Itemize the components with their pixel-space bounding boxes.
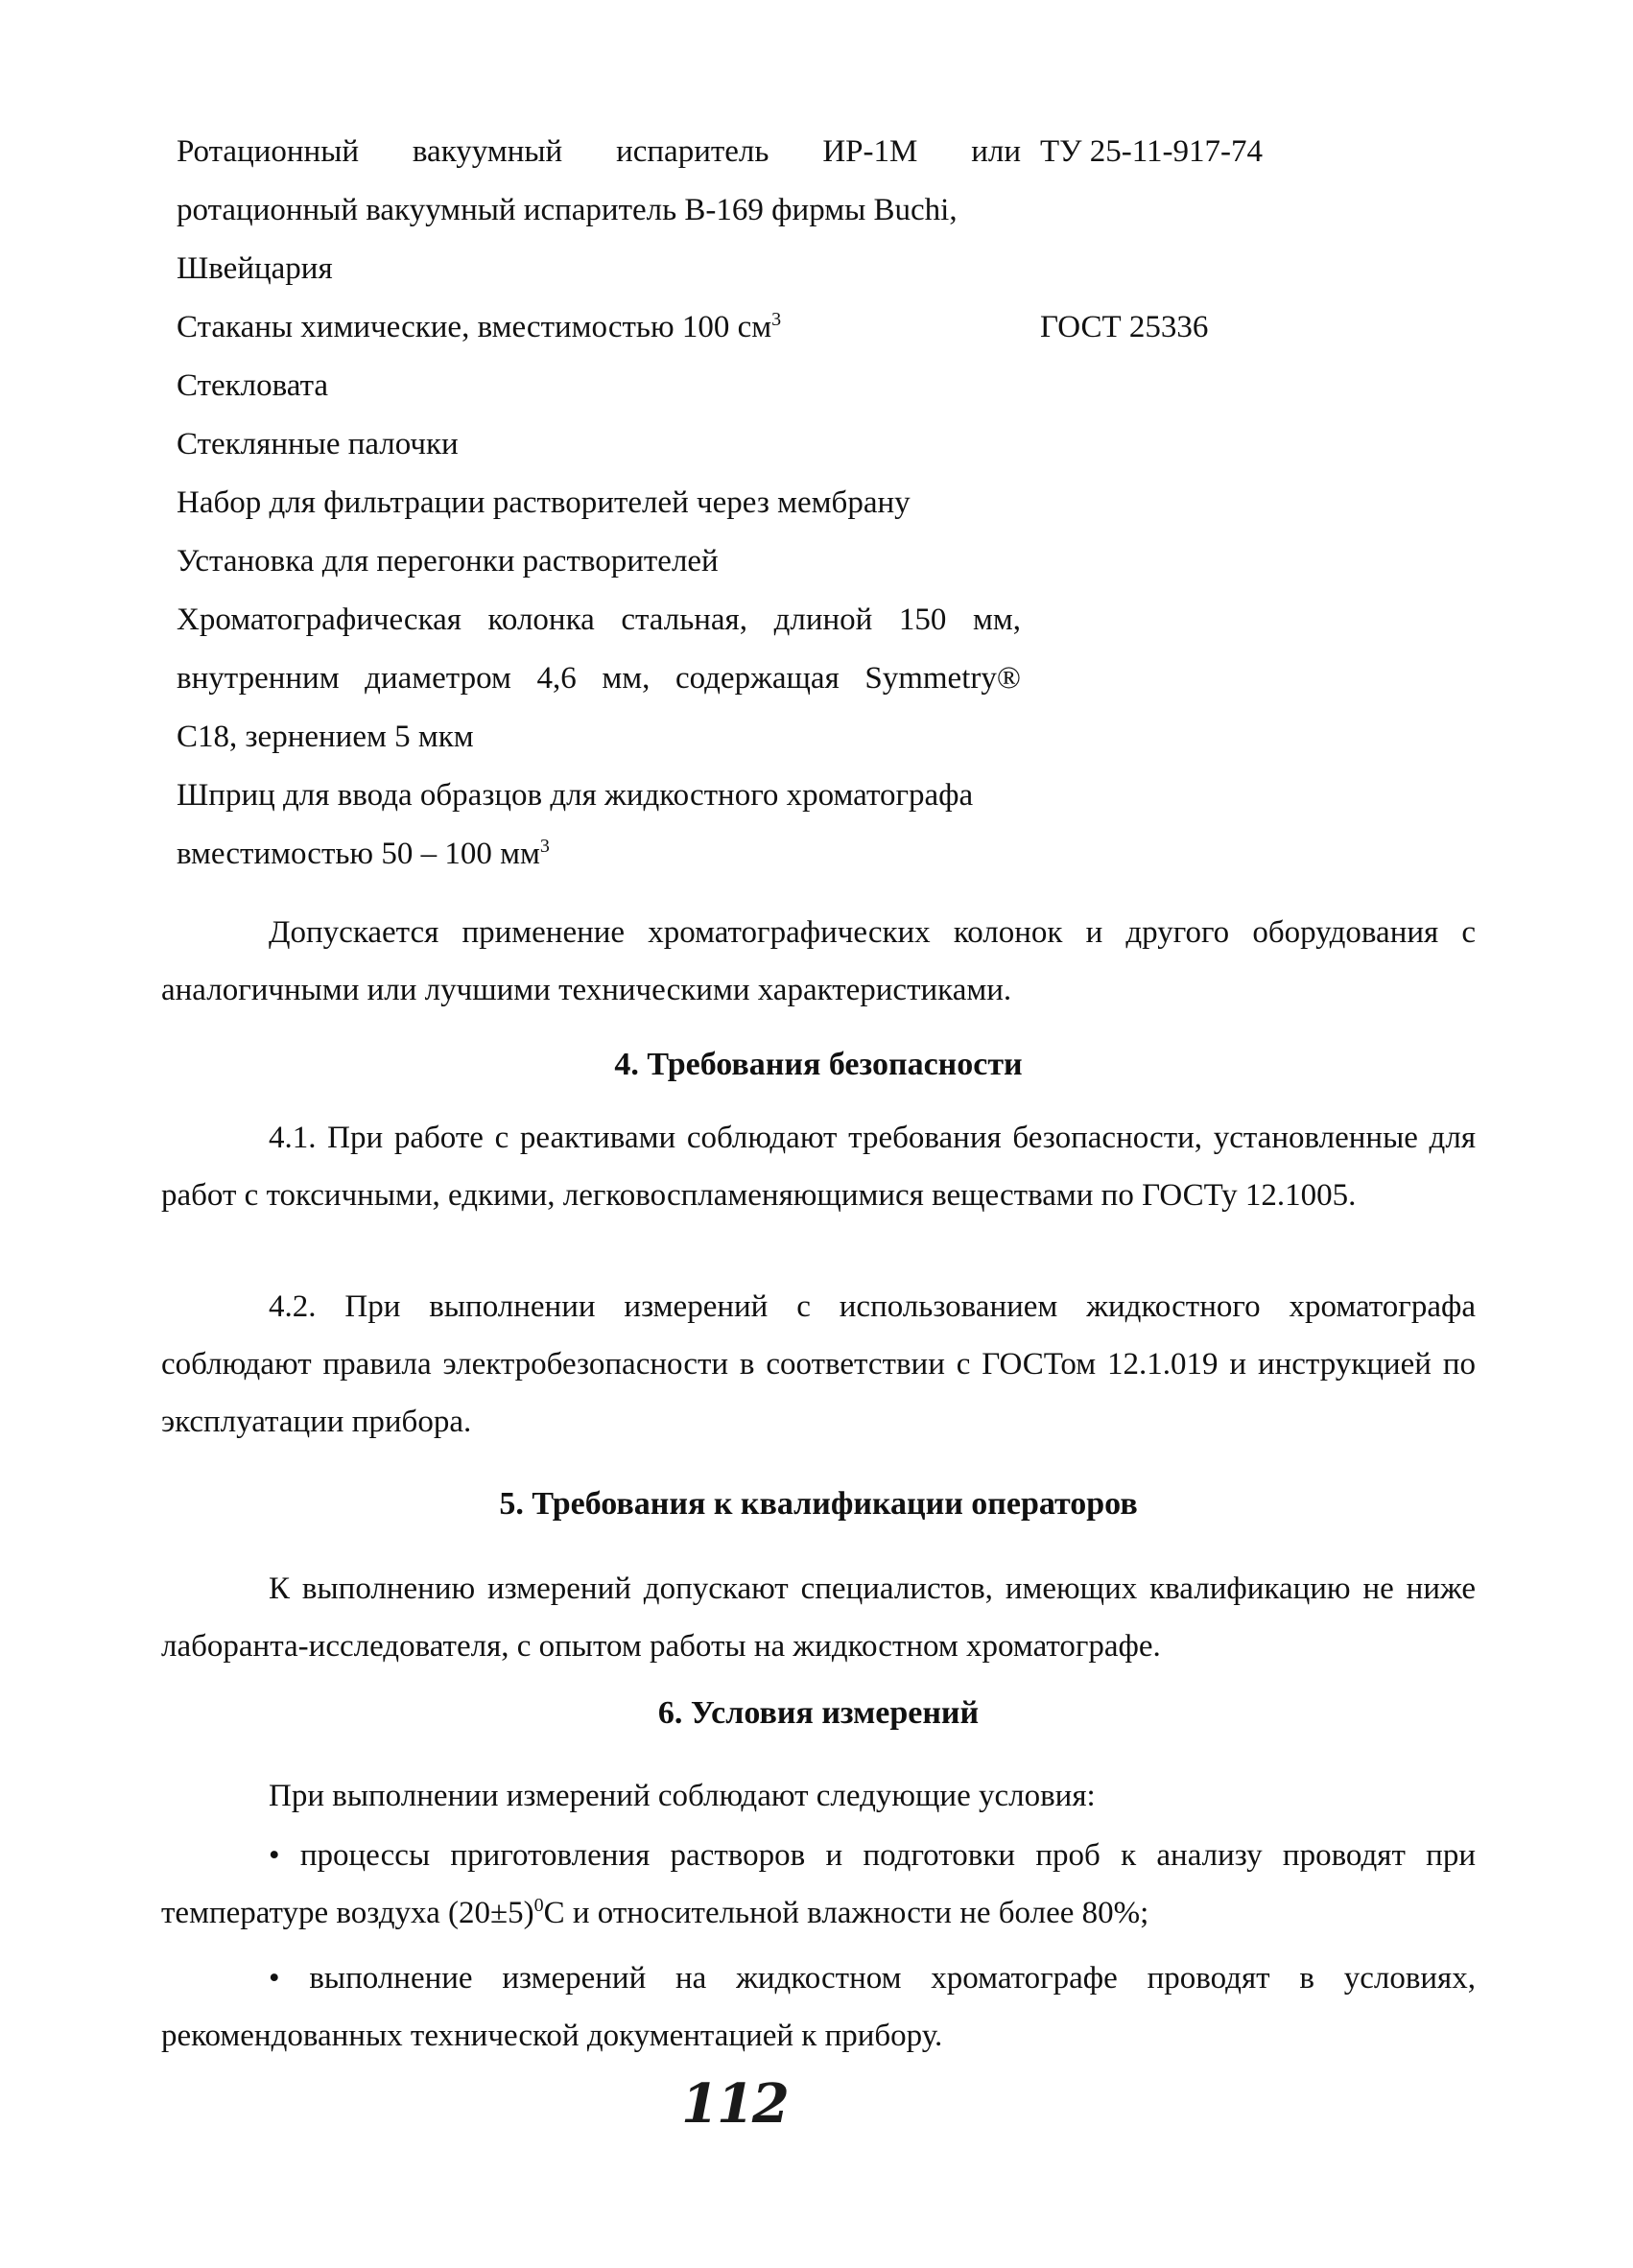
equipment-name-word: Symmetry® [864, 661, 1021, 696]
equipment-name-text: Установка для перегонки растворителей [177, 544, 719, 579]
equipment-name [177, 181, 1040, 240]
bullet-1-text: • процессы приготовления растворов и подготовки проб к анализу проводят при температуре воздуха (20±5) [161, 1838, 1476, 1930]
allowance-paragraph: Допускается применение хроматографических колонок и другого оборудования с аналогичными или лучшими техническими характеристиками. [161, 915, 1476, 1007]
equipment-row [177, 181, 1309, 240]
equipment-name-word: диаметром [365, 661, 511, 696]
equipment-row [177, 298, 1309, 357]
equipment-name [177, 357, 1040, 415]
equipment-name [177, 123, 1021, 181]
equipment-name [177, 825, 1040, 884]
section-6-bullet-2: • выполнение измерений на жидкостном хроматографе проводят в условиях, рекомендованных технической документацией к прибору. [161, 1961, 1476, 2053]
equipment-row [177, 123, 1309, 181]
section-5-paragraph: К выполнению измерений допускают специалистов, имеющих квалификацию не ниже лаборанта-исследователя, с опытом работы на жидкостном хроматографе. [161, 1571, 1476, 1664]
equipment-row [177, 708, 1309, 767]
section-6-bullet-1 [161, 1827, 1476, 1942]
equipment-row [177, 825, 1309, 884]
section-4-heading: 4. Требования безопасности [614, 1047, 1023, 1082]
equipment-name [177, 415, 1040, 474]
section-5-heading: 5. Требования к квалификации операторов [499, 1486, 1138, 1522]
equipment-name-word: вакуумный [412, 134, 563, 169]
section-6-heading: 6. Условия измерений [657, 1695, 980, 1731]
equipment-name-word: Ротационный [177, 134, 360, 169]
equipment-row [177, 767, 1309, 825]
equipment-row [177, 591, 1309, 650]
equipment-name [177, 767, 1040, 825]
equipment-row [177, 650, 1309, 708]
equipment-standard: ГОСТ 25336 [1040, 310, 1209, 344]
equipment-name-word: внутренним [177, 661, 340, 696]
equipment-name [177, 591, 1021, 650]
equipment-name [177, 650, 1021, 708]
unit-superscript: 3 [771, 309, 782, 330]
degree-superscript: 0 [533, 1895, 544, 1916]
equipment-row [177, 532, 1309, 591]
equipment-name [177, 708, 1040, 767]
equipment-name-word: мм, [972, 602, 1021, 637]
section-4-paragraph-1: 4.1. При работе с реактивами соблюдают требования безопасности, установленные для работ с токсичными, едкими, легковоспламеняющимися веществами по ГОСТу 12.1005. [161, 1121, 1476, 1213]
equipment-name-word: длиной [773, 602, 873, 637]
equipment-name-word: ИР-1М [822, 134, 918, 169]
equipment-row [177, 357, 1309, 415]
equipment-name-word: Хроматографическая [177, 602, 462, 637]
equipment-name-text: С18, зернением 5 мкм [177, 720, 474, 754]
equipment-name-word: мм, [602, 661, 651, 696]
equipment-name-text: Набор для фильтрации растворителей через мембрану [177, 485, 911, 520]
equipment-name [177, 532, 1040, 591]
equipment-name-word: испаритель [616, 134, 769, 169]
equipment-name-word: 4,6 [536, 661, 577, 696]
equipment-name-word: колонка [487, 602, 595, 637]
equipment-name-text: Швейцария [177, 251, 333, 286]
section-6-intro: При выполнении измерений соблюдают следующие условия: [269, 1779, 1096, 1813]
bullet-1-text-end: С и относительной влажности не более 80%; [543, 1896, 1149, 1930]
equipment-name-text: вместимостью 50 – 100 мм [177, 837, 540, 871]
equipment-name [177, 240, 1040, 298]
equipment-standard: ТУ 25-11-917-74 [1040, 134, 1264, 169]
equipment-row [177, 415, 1309, 474]
page-signature: 112 [681, 2072, 788, 2136]
equipment-name [177, 298, 1040, 357]
equipment-name-text: ротационный вакуумный испаритель В-169 фирмы Buchi, [177, 193, 958, 227]
equipment-name-text: Шприц для ввода образцов для жидкостного хроматографа [177, 778, 974, 813]
equipment-row [177, 240, 1309, 298]
equipment-name-word: или [971, 134, 1021, 169]
equipment-name-word: содержащая [674, 661, 840, 696]
unit-superscript: 3 [539, 836, 550, 857]
section-4-paragraph-2: 4.2. При выполнении измерений с использованием жидкостного хроматографа соблюдают правила электробезопасности в соответствии с ГОСТом 12.1.019 и инструкцией по эксплуатации прибора. [161, 1289, 1476, 1439]
equipment-name-text: Стаканы химические, вместимостью 100 см [177, 310, 772, 344]
equipment-list [177, 123, 1309, 884]
equipment-name-word: 150 [898, 602, 947, 637]
equipment-name [177, 474, 1040, 532]
equipment-name-word: стальная, [621, 602, 747, 637]
equipment-row [177, 474, 1309, 532]
equipment-name-text: Стеклянные палочки [177, 427, 459, 461]
equipment-name-text: Стекловата [177, 368, 329, 403]
